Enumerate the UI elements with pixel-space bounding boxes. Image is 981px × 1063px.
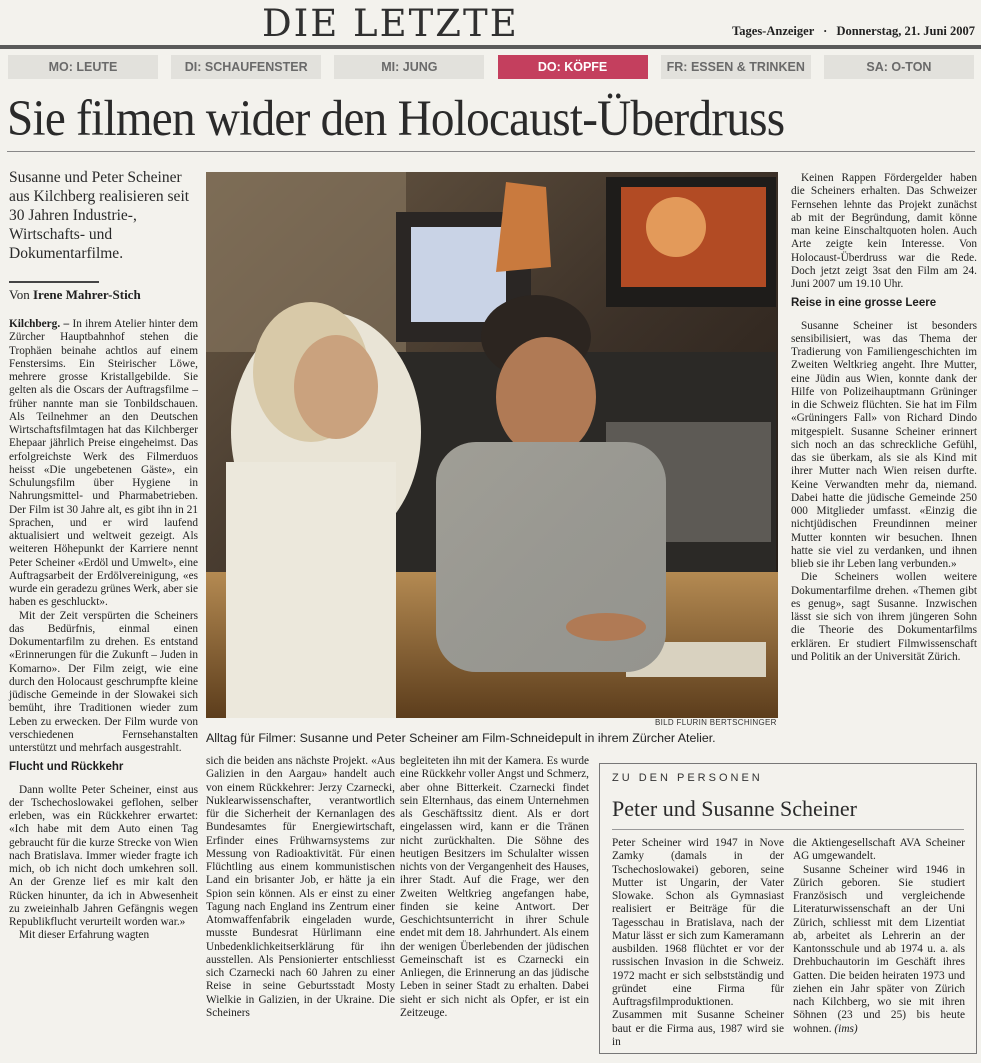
lead-text: Susanne und Peter Scheiner aus Kilchberg realisieren seit 30 Jahren Industrie-, Wirtschafts- und Dokumentarfilme. (9, 169, 190, 262)
section-title: DIE LETZTE (262, 2, 519, 45)
paragraph: Peter Scheiner wird 1947 in Nove Zamky (damals in der Tschechoslowakei) geboren, seine Mutter ist Ungarin, der Vater Slowake. Schon als Gymnasiast realisiert er Beiträge für die Tagesschau in Bratislava, nach der Matur lässt er sich zum Kameramann ausbilden. 1968 flüchtet er vor der russischen Invasion in die Schweiz. 1972 macht er sich selbstständig und gründet eine Firma für Auftragsfilmproduktionen. Zusammen mit Susanne Scheiner baut er die Firma aus, 1987 wird sie in (612, 837, 784, 1048)
photo-illustration (206, 172, 778, 718)
publication-line (732, 24, 975, 39)
paragraph: Susanne Scheiner wird 1946 in Zürich geboren. Sie studiert Französisch und vergleichende Literaturwissenschaft an der Uni Zürich, schliesst mit dem Lizentiat ab, arbeitet als Lehrerin an der Kantonsschule und ab 1974 u. a. als Drehbuchautorin im Geschäft ihres Gatten. Die beiden heiraten 1973 und ziehen ein Jahr später von Zürich nach Kilchberg, wo sie mit ihren Söhnen (23 und 25) bis heute wohnen. (793, 863, 965, 1035)
newspaper-name: Tages-Anzeiger (732, 24, 815, 38)
tab-wednesday[interactable]: MI: JUNG (334, 55, 484, 79)
paragraph: Dann wollte Peter Scheiner, einst aus der Tschechoslowakei geflohen, selber erleben, was ein Rückkehrer erwartet: «Ich habe mit dem Auto einen Tag gebraucht für die kurze Strecke von Wien nach Bratislava. Immer wieder fragte ich mich, ob ich nicht doch umkehren soll. An der Grenze lief es mir kalt den Rücken hinunter, da ich in Abwesenheit zu zweieinhalb Jahren Gefängnis wegen Republikflucht verurteilt worden war.» (9, 783, 198, 928)
separator: · (823, 24, 828, 38)
info-box-rule (612, 829, 964, 830)
paragraph: Mit dieser Erfahrung wagten (19, 929, 150, 942)
paragraph: sich die beiden ans nächste Projekt. «Aus Galizien in den Aargau» handelt auch von einem Rückkehrer: Jerzy Czarnecki, Nuklearwissenschafter, verantwortlich für die Sicherheit der Kernanlagen des Bundesamtes für Energiewirtschaft, Erfinder eines Frühwarnsystems zur Messung von Radioaktivität. Für einen Flüchtling aus einem kommunistischen Land ein brisanter Job, er hätte ja ein Spion sein können. Als er einst zu einer Tagung nach England ins Zentrum einer Atomwaffenfabrik eingeladen wurde, musste Bundesrat Hürlimann eine Unbedenklichkeitserklärung für ihn ausstellen. Als Pensionierter entschliesst sich Czarnecki nach 60 Jahren zu einer Reise in seine Geburtsstadt Mosty Wielkie in Galizien, in der Ukraine. Die Scheiners (206, 755, 395, 1019)
headline-rule (7, 151, 975, 152)
info-box-column-1 (612, 837, 784, 1049)
info-box-kicker: ZU DEN PERSONEN (612, 772, 763, 784)
author-name: Irene Mahrer-Stich (32, 287, 141, 302)
paragraph: In ihrem Atelier hinter dem Zürcher Hauptbahnhof stehen die Trophäen beinahe achtlos auf einem Fenstersims. Ein Steirischer Löwe, mehrere grosse Kristallgebilde. Sie gelten als die Oscars der Auftragsfilme – früher nannte man sie Tonbildschauen. Als Teilnehmer an den Deutschen Wirtschaftsfilmtagen hat das Kilchberger Ehepaar jährlich Preise eingeheimst. Das erfolgreichste Werk des Filmerduos heisst «Die ungebetenen Gäste», ein Schulungsfilm über Hygiene in Nahrungsmittel- und Pharmabetrieben. Der Film ist 30 Jahre alt, es gibt ihn in 21 Sprachen, und er wird laufend aktualisiert und weltweit gezeigt. Als weiteren Höhepunkt der Karriere nennt Peter Scheiner «Erdöl und Umwelt», eine Auftragsarbeit der Erdölvereinigung, «es wurde ein geradezu grünes Werk, aber sie haben es geschluckt». (9, 318, 198, 609)
info-box-title: Peter und Susanne Scheiner (612, 796, 857, 821)
paragraph: Mit der Zeit verspürten die Scheiners das Bedürfnis, einmal einen Dokumentarfilm zu drehen. Es entstand «Erinnerungen für die Zukunft – Juden in Komarno». Der Film zeigt, wie eine durch den Holocaust geschrumpfte kleine jüdische Gemeinde in der Slowakei sich bemüht, ihre Traditionen wieder zum Leben zu erwecken. Der Film wurde von verschiedenen Fernsehanstalten unterstützt und mehrfach ausgestrahlt. (9, 609, 198, 754)
article-column-1 (9, 318, 198, 943)
weekday-nav (8, 55, 974, 80)
article-photo (206, 172, 778, 718)
author-signature: (ims) (834, 1022, 858, 1035)
photo-caption: Alltag für Filmer: Susanne und Peter Scheiner am Film-Schneidepult in ihrem Zürcher Atelier. (206, 731, 716, 745)
article-column-4 (791, 172, 977, 664)
article-column-2 (206, 755, 395, 1020)
publication-date: Donnerstag, 21. Juni 2007 (836, 24, 975, 38)
tab-monday[interactable]: MO: LEUTE (8, 55, 158, 79)
subheading: Flucht und Rückkehr (9, 761, 124, 774)
byline-prefix: Von (9, 287, 30, 302)
headline: Sie filmen wider den Holocaust-Überdruss (7, 91, 785, 147)
paragraph: begleiteten ihn mit der Kamera. Es wurde eine Rückkehr voller Angst und Schmerz, aber ohne Bitterkeit. Czarnecki findet sein Elternhaus, das einem Unternehmen als Geschäftssitz dient. Als er dort eingelassen wird, kann er die Tränen nicht zurückhalten. Die Söhne des heutigen Besitzers im Schulalter wissen nichts von der Vergangenheit des Hauses, ihrer Stadt. Auf die Frage, wer den Zweiten Weltkrieg angefangen habe, finden sie keine Antwort. Der Geschichtsunterricht in ihrer Schule endet mit dem 18. Jahrhundert. Als einem der wenigen Überlebenden der jüdischen Gemeinschaft ist es Czarnecki ein Anliegen, die Erinnerung an das jüdische Leben in seiner Stadt zu erhalten. Dabei sieht er sich nicht als Opfer, er ist ein Zeitzeuge. (400, 755, 589, 1019)
tab-thursday[interactable]: DO: KÖPFE (498, 55, 648, 79)
dateline: Kilchberg. – (9, 318, 70, 330)
byline (9, 287, 199, 303)
tab-saturday[interactable]: SA: O-TON (824, 55, 974, 79)
photo-credit: BILD FLURIN BERTSCHINGER (655, 718, 777, 727)
paragraph: Keinen Rappen Fördergelder haben die Scheiners erhalten. Das Schweizer Fernsehen lehnte das Projekt zunächst ab mit der Begründung, damit könne man keine Einschaltquoten holen. Auch Arte zeigte kein Interesse. Von Holocaust-Überdruss war die Rede. Doch jetzt zeigt 3sat den Film am 24. Juni 2007 um 19.10 Uhr. (791, 172, 977, 290)
paragraph: die Aktiengesellschaft AVA Scheiner AG umgewandelt. (793, 837, 965, 863)
tab-friday[interactable]: FR: ESSEN & TRINKEN (661, 55, 811, 79)
paragraph: Die Scheiners wollen weitere Dokumentarfilme drehen. «Themen gibt es genug», sagt Susanne. Inzwischen lässt sie sich von ihrem jüngeren Sohn die Theorie des Dokumentarfilms erklären. Er studiert Filmwissenschaft und Politik an der Universität Zürich. (791, 571, 977, 663)
tab-tuesday[interactable]: DI: SCHAUFENSTER (171, 55, 321, 79)
byline-rule (9, 281, 99, 283)
masthead-rule (0, 45, 981, 49)
subheading: Reise in eine grosse Leere (791, 297, 937, 310)
article-column-3 (400, 755, 589, 1020)
paragraph: Susanne Scheiner ist besonders sensibilisiert, was das Thema der Tradierung von Familiengeschichten im Zweiten Weltkrieg angeht. Ihre Mutter, eine Jüdin aus Wien, konnte dank der Hilfe von Polizeihauptmann Grüninger in die Schweiz flüchten. Sie hat im Film «Grüningers Fall» von Richard Dindo mitgespielt. Susanne Scheiner erinnert sich noch an das schreckliche Gefühl, das sie überkam, als sie als Kind mit ihrer Mutter nach Wien reisen durfte. Keine Verwandten mehr da, niemand. Dabei hatte die jüdische Gemeinde 250 000 Mitglieder umfasst. «Einzig die nichtjüdischen Freundinnen meiner Mutter konnten wir besuchen. Ihnen hatte sie viel zu verdanken, und ihnen blieb sie ihr Leben lang verbunden.» (791, 319, 977, 570)
info-box-column-2 (793, 837, 965, 1036)
